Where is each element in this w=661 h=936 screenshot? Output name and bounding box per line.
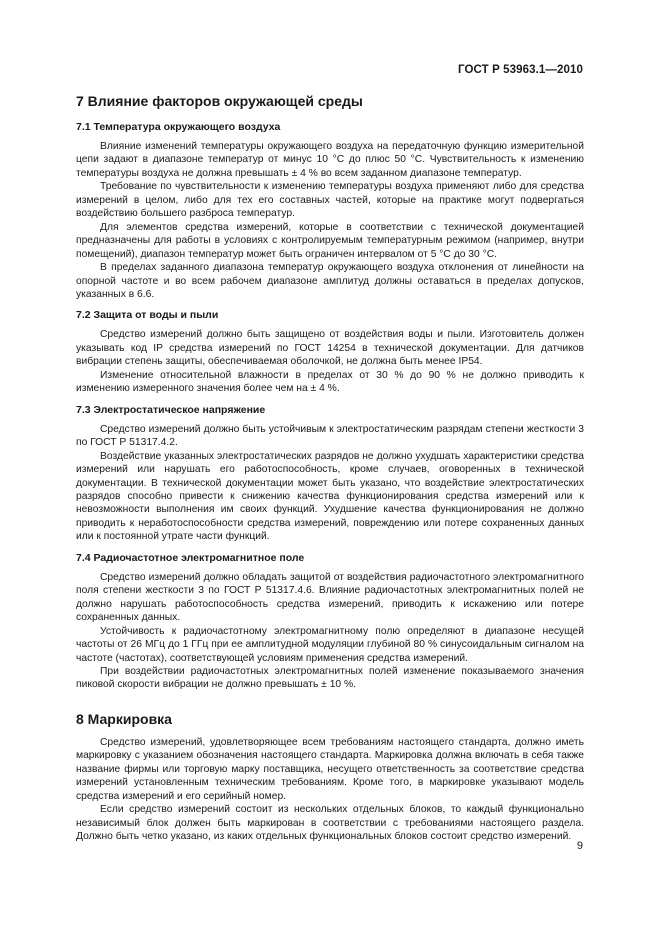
paragraph: Если средство измерений состоит из нескольких отдельных блоков, то каждый функционально независимый блок должен быть маркирован в соответствии с требованиями настоящего раздела. Должно быть четко указано, из каких отдельных функциональных блоков состоит средство измерений.: [76, 804, 584, 843]
paragraph: Средство измерений, удовлетворяющее всем требованиям настоящего стандарта, должно иметь маркировку с указанием обозначения настоящего стандарта. Маркировка должна включать в себя также название фирмы или торговую марку поставщика, несущего ответственность за соответствие средства измерений установленным техническим требованиям. Кроме того, в маркировке указывают модель средства измерений и его серийный номер.: [76, 736, 584, 802]
paragraph: Влияние изменений температуры окружающего воздуха на передаточную функцию измерительной цепи задают в диапазоне температур от минус 10 °С до плюс 50 °С. Чувствительность к изменению температуры воздуха не должна превышать ± 4 % во всем заданном диапазоне температур.: [76, 141, 584, 179]
page-content: [76, 92, 584, 843]
paragraph: Требование по чувствительности к изменению температуры воздуха применяют либо для средства измерений в целом, либо для тех его составных частей, которые на практике могут подвергаться воздействию большего разброса температур.: [76, 181, 584, 220]
section-8-title: 8 Маркировка: [76, 710, 172, 727]
subsection-7-1-title: 7.1 Температура окружающего воздуха: [76, 121, 281, 133]
subsection-7-4-title: 7.4 Радиочастотное электромагнитное поле: [76, 551, 305, 564]
paragraph: В пределах заданного диапазона температур окружающего воздуха отклонения от линейности на опорной частоте и во всем рабочем диапазоне амплитуд должны оставаться в пределах допусков, указанных в 6.6.: [76, 262, 584, 300]
paragraph: Воздействие указанных электростатических разрядов не должно ухудшать характеристики средства измерений или нарушать его работоспособность, кроме случаев, оговоренных в технической документации. В технической документации может быть указано, что воздействие электростатических разрядов способно привести к снижению качества функционирования средства измерений или к невозможности выполнения им своих функций. Ухудшение качества функционирования не должно приводить к неработоспособности средства измерений, повреждению или потере сохраненных данных или к постоянной утрате части функций.: [76, 450, 584, 543]
paragraph: Средство измерений должно быть защищено от воздействия воды и пыли. Изготовитель должен указывать код IP средства измерений по ГОСТ 14254 в технической документации. Для датчиков вибрации степень защиты, обеспечиваемая оболочкой, не должна быть менее IP54.: [76, 329, 584, 368]
paragraph: Средство измерений должно быть устойчивым к электростатическим разрядам степени жесткости 3 по ГОСТ Р 51317.4.2.: [76, 423, 584, 449]
section-7-title: 7 Влияние факторов окружающей среды: [76, 93, 363, 109]
subsection-7-3-title: 7.3 Электростатическое напряжение: [76, 403, 266, 416]
paragraph: Изменение относительной влажности в пределах от 30 % до 90 % не должно приводить к изменению измеренного значения более чем на ± 4 %.: [76, 369, 584, 395]
paragraph: Для элементов средства измерений, которые в соответствии с технической документацией предназначены для работы в условиях с контролируемым температурным режимом (например, внутри помещений), диапазон температур может быть ограничен интервалом от 5 °С до 30 °С.: [76, 221, 584, 260]
standard-header: ГОСТ Р 53963.1—2010: [458, 64, 583, 76]
paragraph: Устойчивость к радиочастотному электромагнитному полю определяют в диапазоне несущей частоты от 26 МГц до 1 ГГц при ее амплитудной модуляции глубиной 80 % синусоидальным сигналом на частоте (частотах), соответствующей условиям применения средства измерений.: [76, 625, 584, 664]
paragraph: При воздействии радиочастотных электромагнитных полей изменение показываемого значения пиковой скорости вибрации не должно превышать ± 10 %.: [76, 665, 584, 691]
page-number: 9: [576, 840, 583, 852]
subsection-7-2-title: 7.2 Защита от воды и пыли: [76, 309, 219, 322]
paragraph: Средство измерений должно обладать защитой от воздействия радиочастотного электромагнитного поля степени жесткости 3 по ГОСТ Р 51317.4.6. Влияние радиочастотных электромагнитных полей не должно нарушать работоспособность средства измерений, приводить к искажению или потере сохраненных данных.: [76, 571, 584, 624]
